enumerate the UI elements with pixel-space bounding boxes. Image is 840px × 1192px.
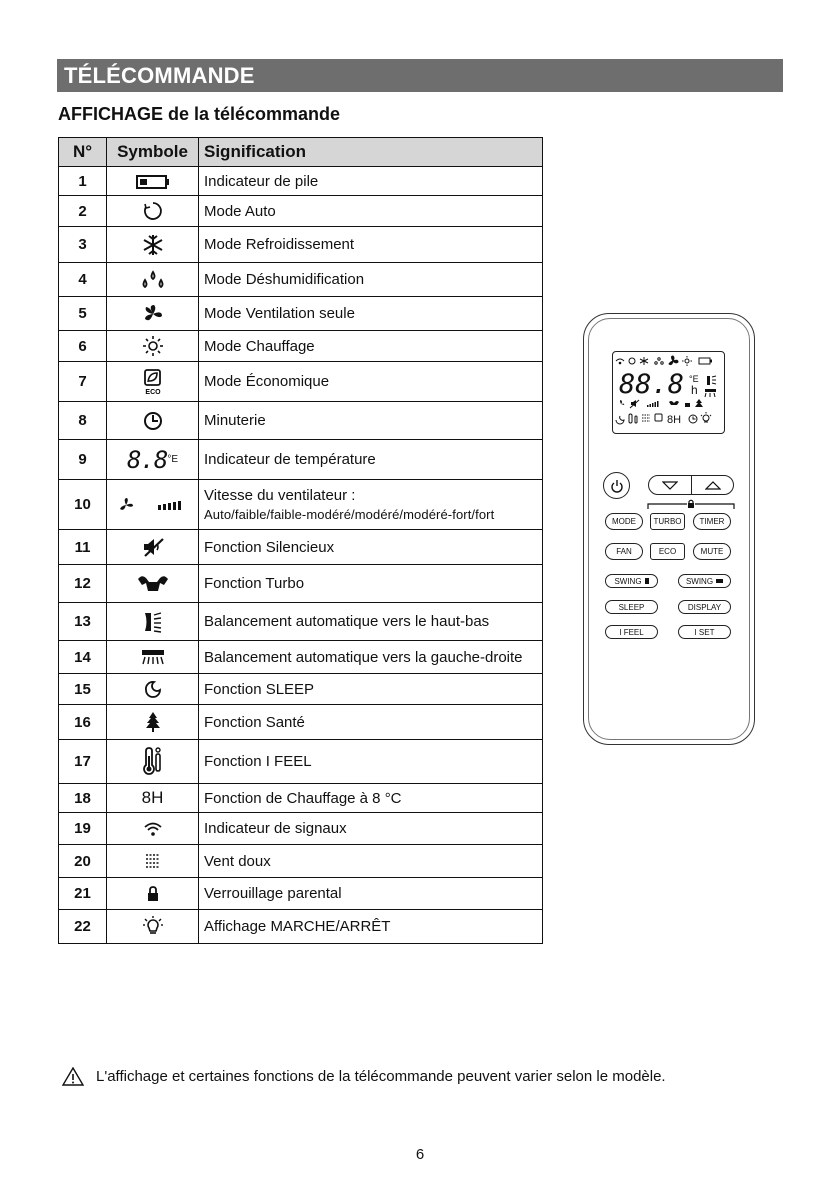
- table-row: [59, 480, 543, 530]
- row-meaning: Fonction SLEEP: [199, 674, 543, 705]
- temp-down-button[interactable]: [649, 476, 692, 494]
- fan-speed-icon: [118, 496, 188, 514]
- turbo-icon: [136, 573, 170, 595]
- table-row: [59, 530, 543, 565]
- table-row: [59, 402, 543, 440]
- up-arrow-icon: [705, 481, 721, 490]
- health-tree-icon: [144, 711, 162, 733]
- swing-horizontal-label: SWING: [685, 576, 714, 586]
- row-meaning: Vitesse du ventilateur :: [204, 487, 356, 504]
- row-meaning: Balancement automatique vers la gauche-droite: [199, 641, 543, 674]
- water-drops-icon: [140, 270, 166, 290]
- swing-vertical-button[interactable]: [605, 574, 658, 588]
- row-number: 20: [59, 845, 107, 878]
- padlock-icon: [146, 886, 160, 902]
- row-number: 13: [59, 603, 107, 641]
- table-row: [59, 331, 543, 362]
- table-row: [59, 167, 543, 196]
- row-number: 6: [59, 331, 107, 362]
- row-meaning: Mode Économique: [199, 362, 543, 402]
- power-button[interactable]: [603, 472, 630, 499]
- footnote: [62, 1067, 666, 1086]
- row-meaning: Fonction Santé: [199, 705, 543, 740]
- swing-vertical-icon: [143, 611, 163, 633]
- sleep-button[interactable]: SLEEP: [605, 600, 658, 614]
- row-meaning: Affichage MARCHE/ARRÊT: [199, 910, 543, 944]
- row-number: 2: [59, 196, 107, 227]
- mode-button[interactable]: MODE: [605, 513, 643, 530]
- table-row: [59, 440, 543, 480]
- row-number: 9: [59, 440, 107, 480]
- i-set-button[interactable]: I SET: [678, 625, 731, 639]
- header-number: N°: [59, 138, 107, 167]
- row-meaning: Vent doux: [199, 845, 543, 878]
- row-meaning: Balancement automatique vers le haut-bas: [199, 603, 543, 641]
- fan-button[interactable]: FAN: [605, 543, 643, 560]
- table-row: [59, 641, 543, 674]
- row-number: 4: [59, 263, 107, 297]
- gentle-wind-icon: [143, 852, 163, 870]
- timer-clock-icon: [143, 411, 163, 431]
- page-number: 6: [415, 1146, 425, 1163]
- header-symbol: Symbole: [107, 138, 199, 167]
- page-subtitle: AFFICHAGE de la télécommande: [58, 104, 341, 124]
- lcd-8h: 8H: [667, 414, 682, 426]
- table-row: [59, 196, 543, 227]
- silent-icon: [141, 537, 165, 557]
- temperature-rocker: [648, 475, 734, 495]
- row-meaning: Mode Ventilation seule: [199, 297, 543, 331]
- row-number: 10: [59, 480, 107, 530]
- i-feel-button[interactable]: I FEEL: [605, 625, 658, 639]
- row-meaning: Mode Auto: [199, 196, 543, 227]
- row-number: 15: [59, 674, 107, 705]
- table-row: [59, 740, 543, 784]
- table-row: [59, 362, 543, 402]
- table-row: [59, 784, 543, 813]
- row-number: 21: [59, 878, 107, 910]
- lcd-icons: [613, 352, 723, 432]
- table-row: [59, 227, 543, 263]
- table-row: [59, 845, 543, 878]
- swing-horizontal-icon: [141, 648, 165, 666]
- temperature-unit: °E: [167, 453, 179, 465]
- table-row: [59, 813, 543, 845]
- temperature-digits-icon: 8.8: [126, 445, 168, 474]
- row-number: 16: [59, 705, 107, 740]
- battery-icon: [136, 174, 170, 190]
- swing-horizontal-mini-icon: [716, 579, 723, 583]
- remote-lcd-screen: [612, 351, 725, 434]
- section-title: TÉLÉCOMMANDE: [64, 63, 255, 88]
- row-number: 18: [59, 784, 107, 813]
- eco-label: ECO: [144, 388, 161, 396]
- row-number: 7: [59, 362, 107, 402]
- swing-vertical-mini-icon: [645, 578, 649, 584]
- row-meaning: Fonction Silencieux: [199, 530, 543, 565]
- row-meaning: Mode Chauffage: [199, 331, 543, 362]
- remote-control-illustration: [583, 313, 755, 745]
- section-banner: [57, 59, 783, 92]
- row-meaning: Fonction I FEEL: [199, 740, 543, 784]
- timer-button[interactable]: TIMER: [693, 513, 731, 530]
- table-row: [59, 297, 543, 331]
- row-number: 8: [59, 402, 107, 440]
- row-meaning: Minuterie: [199, 402, 543, 440]
- table-row: [59, 705, 543, 740]
- eco-leaf-icon: [142, 368, 164, 396]
- row-detail: Auto/faible/faible-modéré/modéré/modéré-fort/fort: [204, 507, 495, 522]
- footnote-text: L'affichage et certaines fonctions de la télécommande peuvent varier selon le modèle.: [96, 1068, 666, 1085]
- signal-icon: [143, 821, 163, 837]
- row-number: 14: [59, 641, 107, 674]
- row-meaning: Indicateur de signaux: [199, 813, 543, 845]
- table-row: [59, 910, 543, 944]
- lcd-hours: h: [691, 383, 698, 397]
- sun-icon: [142, 335, 164, 357]
- 8h-icon: 8H: [141, 788, 164, 807]
- row-meaning: Fonction de Chauffage à 8 °C: [199, 784, 543, 813]
- row-meaning: Fonction Turbo: [199, 565, 543, 603]
- light-bulb-icon: [142, 916, 164, 938]
- symbols-table: [58, 137, 543, 944]
- auto-mode-icon: [143, 201, 163, 221]
- sleep-moon-icon: [143, 679, 163, 699]
- swing-horizontal-button[interactable]: [678, 574, 731, 588]
- table-row: [59, 603, 543, 641]
- down-arrow-icon: [662, 481, 678, 490]
- row-meaning: Mode Refroidissement: [199, 227, 543, 263]
- warning-icon: [62, 1067, 84, 1086]
- turbo-button[interactable]: TURBO: [650, 513, 685, 530]
- snowflake-icon: [142, 234, 164, 256]
- lcd-digits: 88.8: [619, 369, 685, 400]
- table-row: [59, 878, 543, 910]
- header-meaning: Signification: [199, 138, 543, 167]
- fan-icon: [142, 303, 164, 325]
- table-row: [59, 674, 543, 705]
- row-number: 1: [59, 167, 107, 196]
- row-number: 17: [59, 740, 107, 784]
- display-button[interactable]: DISPLAY: [678, 600, 731, 614]
- row-number: 19: [59, 813, 107, 845]
- mute-button[interactable]: MUTE: [693, 543, 731, 560]
- row-number: 3: [59, 227, 107, 263]
- table-header-row: [59, 138, 543, 167]
- row-meaning: Indicateur de température: [199, 440, 543, 480]
- lcd-unit: °E: [689, 374, 699, 384]
- row-meaning: Verrouillage parental: [199, 878, 543, 910]
- row-meaning: Indicateur de pile: [199, 167, 543, 196]
- table-row: [59, 263, 543, 297]
- row-number: 22: [59, 910, 107, 944]
- row-number: 5: [59, 297, 107, 331]
- power-icon: [610, 479, 624, 493]
- row-number: 12: [59, 565, 107, 603]
- i-feel-thermometer-icon: [142, 747, 164, 777]
- table-row: [59, 565, 543, 603]
- lock-bracket: [646, 498, 736, 510]
- eco-button[interactable]: ECO: [650, 543, 685, 560]
- swing-vertical-label: SWING: [614, 576, 642, 586]
- temp-up-button[interactable]: [692, 476, 733, 494]
- row-meaning: Mode Déshumidification: [199, 263, 543, 297]
- row-number: 11: [59, 530, 107, 565]
